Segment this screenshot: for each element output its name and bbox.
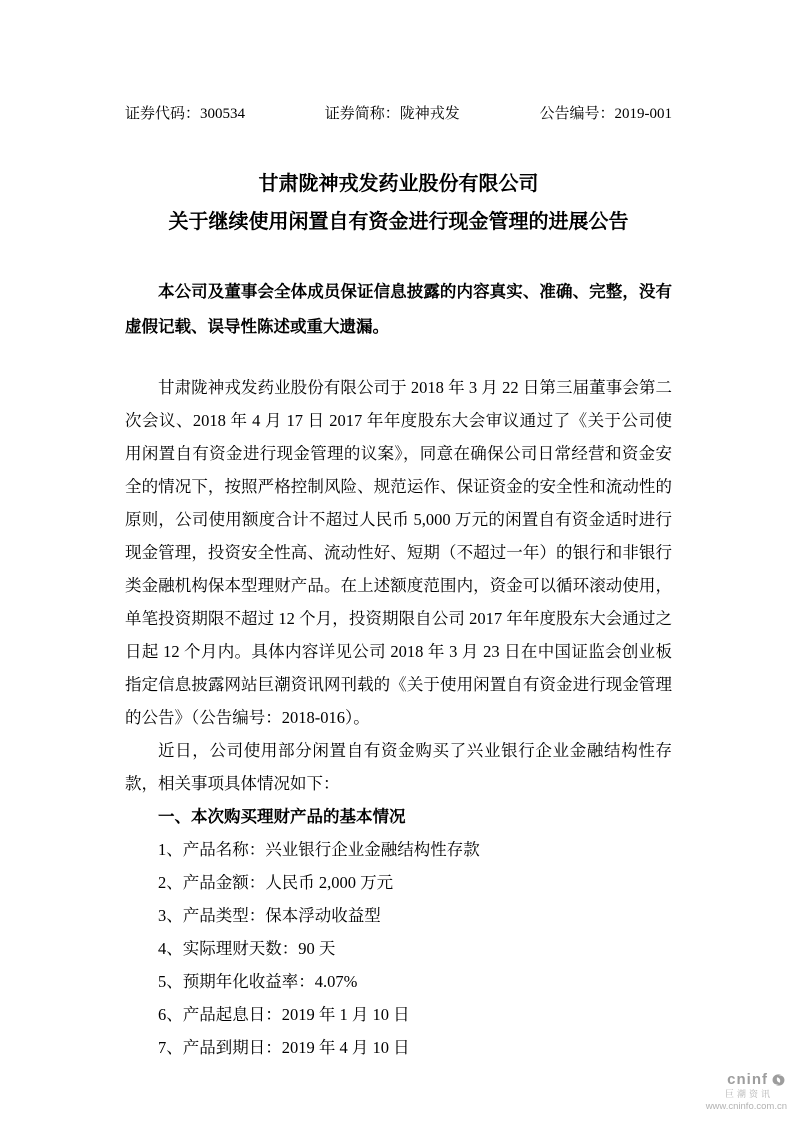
title-company: 甘肃陇神戎发药业股份有限公司	[258, 173, 539, 195]
list-item-maturity-date: 7、产品到期日：2019 年 4 月 10 日	[158, 1038, 410, 1057]
document-content	[125, 0, 672, 1064]
list-item-product-name: 1、产品名称：兴业银行企业金融结构性存款	[158, 840, 480, 859]
list-item-expected-yield: 5、预期年化收益率：4.07%	[158, 972, 358, 991]
cninfo-watermark	[706, 1072, 787, 1112]
paragraph-history: 甘肃陇神戎发药业股份有限公司于 2018 年 3 月 22 日第三届董事会第二次会议、2018 年 4 月 17 日 2017 年年度股东大会审议通过了《关于公司使用闲置自有资金进行现金管理的议案》，同意在确保公司日常经营和资金安全的情况下，按照严格控制风险、规范运作、保证资金的安全性和流动性的原则，公司使用额度合计不超过人民币 5,000 万元的闲置自有资金适时进行现金管理，投资安全性高、流动性好、短期（不超过一年）的银行和非银行类金融机构保本型理财产品。在上述额度范围内，资金可以循环滚动使用，单笔投资期限不超过 12 个月，投资期限自公司 2017 年年度股东大会通过之日起 12 个月内。具体内容详见公司 2018 年 3 月 23 日在中国证监会创业板指定信息披露网站巨潮资讯网刊载的《关于使用闲置自有资金进行现金管理的公告》（公告编号：2018-016）。	[125, 378, 672, 727]
disclaimer-paragraph: 本公司及董事会全体成员保证信息披露的内容真实、准确、完整，没有虚假记载、误导性陈述或重大遗漏。	[125, 282, 672, 336]
paragraph-recent: 近日，公司使用部分闲置自有资金购买了兴业银行企业金融结构性存款，相关事项具体情况如下：	[125, 741, 672, 793]
announcement-number: 公告编号：2019-001	[539, 106, 672, 122]
document-body	[125, 371, 672, 1064]
list-item-value-date: 6、产品起息日：2019 年 1 月 10 日	[158, 1005, 410, 1024]
list-item-product-type: 3、产品类型：保本浮动收益型	[158, 906, 381, 925]
list-item-duration-days: 4、实际理财天数：90 天	[158, 939, 336, 958]
cninfo-url: www.cninfo.com.cn	[705, 1100, 787, 1112]
stock-name: 证券简称：陇神戎发	[324, 106, 460, 122]
cninfo-logo-row	[706, 1072, 787, 1089]
section-heading-basic-info: 一、本次购买理财产品的基本情况	[158, 807, 406, 826]
cninfo-brand-cn: 巨潮资讯	[724, 1088, 773, 1099]
document-header	[125, 103, 672, 125]
list-item-product-amount: 2、产品金额：人民币 2,000 万元	[158, 873, 394, 892]
title-subject: 关于继续使用闲置自有资金进行现金管理的进展公告	[168, 211, 629, 233]
cninfo-swirl-icon	[770, 1072, 787, 1088]
cninfo-logo-text: cninf	[727, 1071, 768, 1089]
stock-code: 证券代码：300534	[125, 106, 246, 122]
document-title	[125, 165, 672, 241]
